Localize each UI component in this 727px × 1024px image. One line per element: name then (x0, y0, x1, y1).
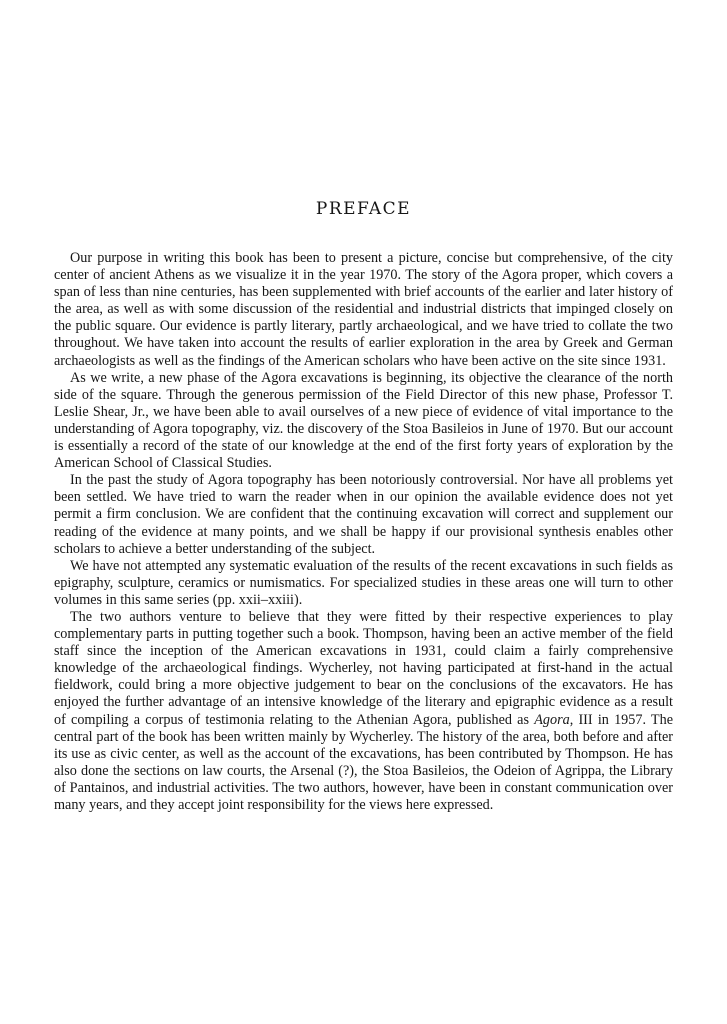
italic-title: Agora (534, 711, 570, 728)
preface-body (54, 250, 673, 814)
paragraph: As we write, a new phase of the Agora excavations is beginning, its objective the clearance of the north side of the square. Through the generous permission of the Field Director of this new phase, Professor T. Leslie Shear, Jr., we have been able to avail ourselves of a new piece of evidence of vital importance to the understanding of Agora topography, viz. the discovery of the Stoa Basileios in June of 1970. But our account is essentially a record of the state of our knowledge at the end of the first forty years of exploration by the American School of Classical Studies. (54, 369, 673, 472)
paragraph-text: , III in 1957. The central part of the book has been written mainly by Wycherley. The history of the area, both before and after its use as civic center, as well as the account of the excavations, has been contributed by Thompson. He has also done the sections on law courts, the Arsenal (?), the Stoa Basileios, the Odeion of Agrippa, the Library of Pantainos, and industrial activities. The two authors, however, have been in constant communication over many years, and they accept joint responsibility for the views here expressed. (54, 711, 673, 813)
page-title: PREFACE (315, 199, 412, 219)
paragraph: We have not attempted any systematic evaluation of the results of the recent excavations in such fields as epigraphy, sculpture, ceramics or numismatics. For specialized studies in these areas one will turn to other volumes in this same series (pp. xxii–xxiii). (54, 557, 673, 608)
paragraph-text: The two authors venture to believe that they were fitted by their respective experiences to play complementary parts in putting together such a book. Thompson, having been an active member of the field staff since the inception of the American excavations in 1931, could claim a fairly comprehensive knowledge of the archaeological findings. Wycherley, not having participated at first-hand in the actual fieldwork, could bring a more objective judgement to bear on the conclusions of the excavators. He has enjoyed the further advantage of an intensive knowledge of the literary and epigraphic evidence as a result of compiling a corpus of testimonia relating to the Athenian Agora, published as (54, 608, 673, 728)
paragraph-last (54, 609, 673, 814)
paragraph: Our purpose in writing this book has been to present a picture, concise but comprehensive, of the city center of ancient Athens as we visualize it in the year 1970. The story of the Agora proper, which covers a span of less than nine centuries, has been supplemented with brief accounts of the earlier and later history of the area, as well as with some discussion of the residential and industrial districts that impinged closely on the public square. Our evidence is partly literary, partly archaeological, and we have tried to collate the two throughout. We have taken into account the results of earlier exploration in the area by Greek and German archaeologists as well as the findings of the American scholars who have been active on the site since 1931. (54, 250, 673, 369)
paragraph: In the past the study of Agora topography has been notoriously controversial. Nor have all problems yet been settled. We have tried to warn the reader when in our opinion the available evidence does not yet permit a firm conclusion. We are confident that the continuing excavation will correct and supplement our reading of the evidence at many points, and we shall be happy if our provisional synthesis enables other scholars to achieve a better understanding of the subject. (54, 472, 673, 557)
